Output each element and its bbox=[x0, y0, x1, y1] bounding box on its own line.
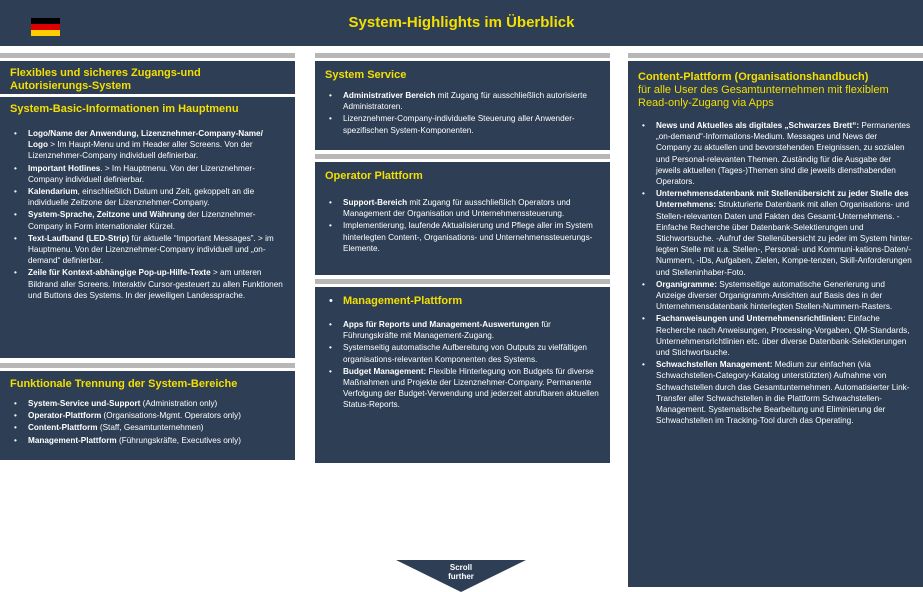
list-item: • Organigramme: Systemseitige automatische Generierung und Anzeige diverser Organigramm-Ansichten auf Basis des in der Unternehmensdatenbank hinterlegten Stellen-Nummern-Rasters. bbox=[656, 279, 913, 313]
operator-title: Operator Plattform bbox=[325, 170, 423, 182]
access-panel bbox=[0, 61, 295, 94]
list-item: • System-Service und-Support (Administration only) bbox=[28, 398, 285, 409]
list-item: • Budget Management: Flexible Hinterlegung von Budgets für diverse Maßnahmen und Projekte der Lizenznehmer-Company. Permanente Verfolgung der Budget-Verwendung und jederzeit abrufbaren aktuellen Status-Reports. bbox=[343, 366, 600, 411]
list-item: • Support-Bereich mit Zugang für ausschließlich Operators und Management der Organisation und Unternehmenssteuerung. bbox=[343, 197, 600, 219]
list-item: • Logo/Name der Anwendung, Lizenznehmer-Company-Name/ Logo > Im Haupt-Menu und im Header aller Screens. Von der Lizenznehmer-Company individuell definierbar. bbox=[28, 128, 285, 162]
content-platform-list bbox=[628, 120, 923, 433]
management-title-item bbox=[343, 295, 600, 308]
left-column bbox=[0, 53, 295, 460]
list-item: • System-Sprache, Zeitzone und Währung der Lizenznehmer-Company in Form internationaler Kürzel. bbox=[28, 209, 285, 231]
list-item: • Fachanweisungen und Unternehmensrichtlinien: Einfache Recherche nach Anweisungen, Processing-Vorgaben, QM-Standards, Unternehmensrichtlinien etc. über diverse Datenbank-Selektierungen und Stichwortsuche. bbox=[656, 313, 913, 358]
list-item: • Implementierung, laufende Aktualisierung und Pflege aller im System hinterlegten Content-, Organisations- und Unternehmenssteuerungs-Elemente. bbox=[343, 220, 600, 254]
management-panel bbox=[315, 287, 610, 463]
list-item: • Kalendarium, einschließlich Datum und Zeit, gekoppelt an die individuelle Zeitzone der Lizenznehmer-Company. bbox=[28, 186, 285, 208]
basic-info-title: System-Basic-Informationen im Hauptmenu bbox=[10, 103, 239, 115]
scroll-label-1: Scroll bbox=[449, 563, 473, 572]
system-service-title: System Service bbox=[325, 69, 407, 81]
basic-info-list bbox=[0, 128, 295, 308]
list-item: • Systemseitig automatische Aufbereitung von Outputs zu vielfältigen organisations-relevanten Komponenten des Systems. bbox=[343, 342, 600, 364]
list-item: • Unternehmensdatenbank mit Stellenübersicht zu jeder Stelle des Unternehmens: Strukturierte Datenbank mit allen Organisations- und Stellen-relevanten Daten und Fakten des Gesamt-Unternehmens. -Einfache Recherche über Datenbank-Selektierungen und Stichwortsuche. -Aufruf der Stellenübersicht zu jeder im System hinter-legten Stelle mit u.a. Stellen-, Personal- und Kommuni-kations-Daten/-Nummern, -IDs, Aufgaben, Zielen, Kompe-tenzen, Skill-Anforderungen und Stelleninhaber-Foto. bbox=[656, 188, 913, 278]
header-bar bbox=[0, 0, 923, 46]
system-service-panel bbox=[315, 61, 610, 150]
scroll-label-2: further bbox=[448, 572, 474, 581]
basic-info-panel bbox=[0, 97, 295, 358]
management-list bbox=[315, 309, 610, 418]
content-platform-title: Content-Plattform (Organisationshandbuch) bbox=[638, 71, 869, 83]
functional-panel bbox=[0, 371, 295, 460]
list-item: • Content-Plattform (Staff, Gesamtunternehmen) bbox=[28, 422, 285, 433]
list-item: • Operator-Plattform (Organisations-Mgmt. Operators only) bbox=[28, 410, 285, 421]
list-item: • Administrativer Bereich mit Zugang für ausschließlich autorisierte Administratoren. bbox=[343, 90, 600, 112]
functional-title: Funktionale Trennung der System-Bereiche bbox=[10, 378, 238, 390]
right-column bbox=[628, 53, 923, 587]
list-item: • Lizenznehmer-Company-individuelle Steuerung aller Anwender-spezifischen System-Komponenten. bbox=[343, 113, 600, 135]
list-item: • Important Hotlines. > Im Hauptmenu. Von der Lizenznehmer-Company individuell definierbar. bbox=[28, 163, 285, 185]
page-title: System-Highlights im Überblick bbox=[348, 14, 575, 31]
operator-panel bbox=[315, 162, 610, 275]
content-platform-subtitle: für alle User des Gesamtunternehmen mit flexiblem Read-only-Zugang via Apps bbox=[638, 84, 889, 109]
content-platform-panel bbox=[628, 61, 923, 587]
list-item: • Apps für Reports und Management-Auswertungen für Führungskräfte mit Management-Zugang. bbox=[343, 319, 600, 341]
system-service-list bbox=[315, 90, 610, 143]
operator-list bbox=[315, 197, 610, 261]
functional-list bbox=[0, 398, 295, 453]
list-item: • Schwachstellen Management: Medium zur einfachen (via Schwachstellen-Category-Katalog unterstützten) Aufnahme von Schwachstellen durch das Gesamtunternehmen. Automatisierter Link-Transfer aller Schwachstellen in die Plattform Schwachstellen-Management. Systematische Bearbeitung und Eliminierung der Schwachstellen im Tracking-Tool durch das Operating. bbox=[656, 359, 913, 426]
access-title: Flexibles und sicheres Zugangs-und Autorisierungs-System bbox=[10, 67, 201, 92]
list-item: • Management-Plattform (Führungskräfte, Executives only) bbox=[28, 435, 285, 446]
scroll-further-button[interactable] bbox=[396, 560, 526, 592]
management-title: Management-Plattform bbox=[343, 295, 463, 307]
middle-column bbox=[315, 53, 610, 463]
list-item: • Zeile für Kontext-abhängige Pop-up-Hilfe-Texte > am unteren Bildrand aller Screens. Interaktiv Cursor-gesteuert zu allen Funktionen und Buttons des Systems. In der jeweiligen Landessprache. bbox=[28, 267, 285, 301]
list-item: • News und Aktuelles als digitales „Schwarzes Brett“: Permanentes „on-demand“-Informations-Medium. Messages und News der Company zu aktuellen und bevorstehenden Ereignissen, zu sozialen und Personal-relevanten Themen. Zuständig für die Ausgabe der jeweils aktuellen (Tages-)Themen sind die jeweils diensthabenden Operators. bbox=[656, 120, 913, 187]
list-item: • Text-Laufband (LED-Strip) für aktuelle “Important Messages”. > im Hauptmenu. Von der Lizenznehmer-Company individuell und „on-demand“ definierbar. bbox=[28, 233, 285, 267]
